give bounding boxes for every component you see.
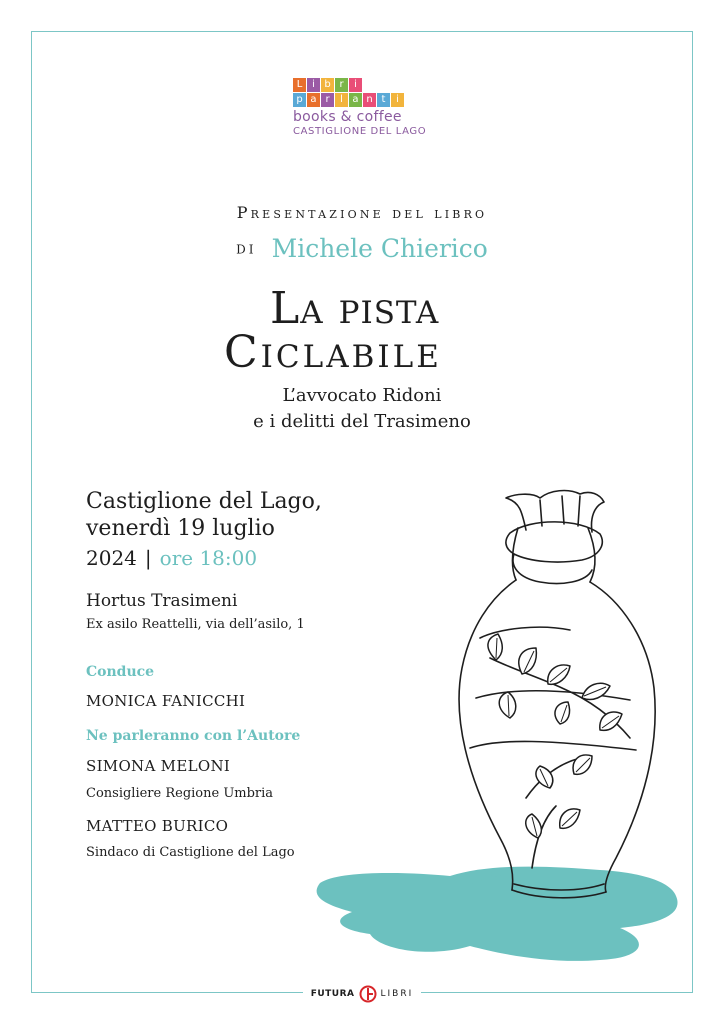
host-label: Conduce (86, 664, 155, 680)
logo-subtitle: books & coffee (293, 109, 402, 125)
logo-tiles (293, 78, 433, 107)
logo-row2-tile-8: i (391, 93, 404, 107)
book-subtitle-line-1: L’avvocato Ridoni (282, 385, 442, 406)
puddle-shape (317, 867, 678, 961)
event-address: Ex asilo Reattelli, via dell’asilo, 1 (86, 617, 305, 632)
book-subtitle (0, 383, 724, 435)
logo-row1-tile-2: i (307, 78, 320, 92)
event-place: Castiglione del Lago, (86, 489, 322, 514)
logo-row2-tile-2: a (307, 93, 320, 107)
logo-place: CASTIGLIONE DEL LAGO (293, 126, 427, 137)
logo-tiles-row-2 (293, 93, 433, 107)
event-date: venerdì 19 luglio (86, 516, 275, 541)
logo-row2-tile-7: t (377, 93, 390, 107)
event-year: 2024 (86, 546, 137, 570)
logo-row2-tile-4: l (335, 93, 348, 107)
speaker-1-role: Consigliere Regione Umbria (86, 786, 274, 801)
logo-row1-tile-3: b (321, 78, 334, 92)
jar-illustration (300, 488, 695, 978)
logo-row2-tile-1: p (293, 93, 306, 107)
footer-brand-right: LIBRI (380, 989, 414, 999)
event-venue: Hortus Trasimeni (86, 591, 238, 611)
book-title-line-1: La pista (270, 283, 440, 334)
futura-libri-mark-icon (359, 985, 377, 1003)
author-name: Michele Chierico (271, 234, 488, 263)
logo-row2-tile-5: a (349, 93, 362, 107)
logo-row2-tile-6: n (363, 93, 376, 107)
speaker-2-name: MATTEO BURICO (86, 817, 229, 835)
footer-brand-left: FUTURA (310, 989, 355, 999)
event-year-time (86, 546, 257, 570)
footer-brand (303, 985, 422, 1003)
jar-outline (459, 491, 655, 898)
book-subtitle-line-2: e i delitti del Trasimeno (253, 411, 471, 432)
footer-logo (0, 986, 724, 1002)
speaker-2-role: Sindaco di Castiglione del Lago (86, 845, 295, 860)
puddle-droplet (454, 876, 482, 884)
event-place-date (86, 488, 322, 542)
speakers-label: Ne parleranno con l’Autore (86, 728, 301, 744)
logo-row1-tile-1: L (293, 78, 306, 92)
event-time: ore 18:00 (159, 546, 258, 570)
speaker-1-name: SIMONA MELONI (86, 757, 231, 775)
logo-row1-tile-5: i (349, 78, 362, 92)
libri-parlanti-logo (293, 78, 433, 137)
book-title-line-2: Ciclabile (224, 327, 442, 378)
author-prefix: di (236, 238, 257, 259)
presentation-heading: Presentazione del libro (236, 203, 488, 222)
author-line (0, 234, 724, 263)
logo-tiles-row-1 (293, 78, 433, 92)
host-name: MONICA FANICCHI (86, 692, 246, 710)
logo-row1-tile-4: r (335, 78, 348, 92)
puddle-droplet (490, 872, 502, 877)
logo-row2-tile-3: r (321, 93, 334, 107)
separator: | (144, 546, 152, 570)
